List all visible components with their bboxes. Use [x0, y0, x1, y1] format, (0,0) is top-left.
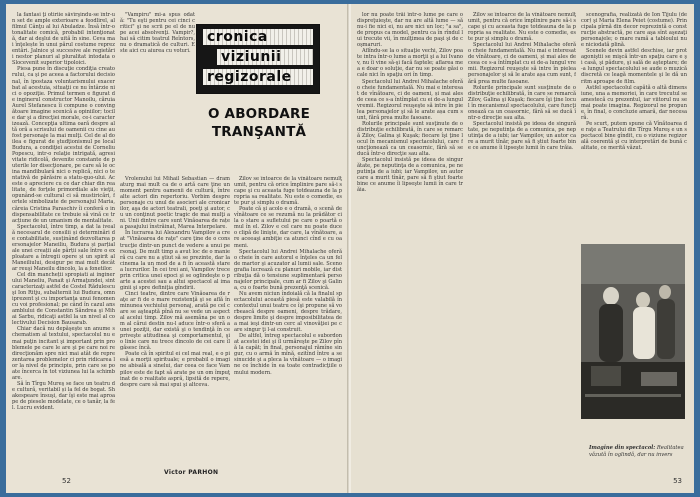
stage-photo [581, 244, 685, 419]
paragraph: De altfel, întreg spectacolul e subordonat acestei idei şi îl urmăreşte pe Zilov pînă la capăt; în final, personajul rămîne singur, cu o armă în mînă, ezitînd între a se sinucide şi a pleca la vînătoare — o imagine ce închide în ea toate contradicţiile omului modern. [234, 333, 342, 376]
section-banner [196, 24, 320, 94]
left-page [6, 4, 349, 493]
banner-line-3: regizorale [203, 69, 313, 85]
stage-photo-image [581, 244, 685, 419]
paragraph: Chiar dacă nu depăşeşte un anume schematism al textului, spectacolul nu e mai puţin incitant şi important prin problemele pe care le are şi pe care noi redirecţionăm spre nici mai atât de reprezentarea problemelor ci prin ridicarea lor la nivel de principiu, prin care se poate încerca în tot viziunea lui la schimbare. [12, 326, 115, 381]
photo-caption [589, 445, 685, 458]
left-column-1b [120, 12, 195, 174]
caption-text: Realitatea văzută în oglindă, dar nu invers [589, 445, 684, 458]
right-column-1 [357, 12, 463, 480]
author-signature: Victor PARHON [164, 469, 219, 476]
paragraph: Să în Tîrgu Mureş se face un teatru de cultură, veritabil și la fel de bogat. Shakespeare însuşi, dar îşi este mai aproape de piesele modelate, ce o tanăr, la fel. Lucru evident. [12, 380, 115, 412]
caption-label: Imagine din spectacol: [589, 445, 656, 451]
page-number-left: 52 [62, 477, 71, 485]
page-number-right: 53 [673, 477, 682, 485]
paragraph: Cel din mancheții spropiati ai inginerului Maneliu, Panait şi Armaţundei, sint caracterizaţi astfel de Costel Rădulescu şi Ion Ritju, subalternii lui Budura, omniprezent şi cu importanţa unui fenomen cu voi profesional; pe când în cazul ansamblului de Constantin Săndrea şi Mihai Sarbu, ridicaţi astfel la un nivel al colectivului Decision Bausarab. [12, 272, 115, 327]
banner-line-2: viziunii [217, 49, 313, 65]
paragraph: Spectacolul lui Andrei Mihalache oferă o cheie fundamentală. Nu mai e interesat de vînătoare, ci de oameni, și mai ales de ceea ce s-a întîmplat cu ei de-a lungul vremii. Regizorul reuşeşte să intre în pielea personajelor şi să le arate așa cum sunt, fără prea multe fasoane. [468, 42, 576, 85]
paragraph: Rolurile principale sunt susţinute de o distribuţie echilibrată, în care se remarcă Zilov, Galina şi Kuşak; fiecare îşi ţine locul în mecanismul spectacolului, care funcţionează ca un ceasornic, fără să se ducă într-o direcţie sau alta. [357, 120, 463, 158]
right-page [351, 4, 694, 493]
paragraph: Poate că şi acolo e o dramă, o scenă de vînătoare ce se rezumă nu la prădător ci la o stare a sufletului pe care o poartă omul în el. Zilov e cel care nu poate duce o clipă de linişte, dar care, la vînătoare, are aceeaşi ambiţie ca atunci cînd e cu oameni. [234, 206, 342, 249]
headline-line-1: O ABORDARE [207, 106, 311, 122]
banner-line-1: cronica [203, 29, 313, 45]
paragraph: Spectacolul insistă pe ideea de singurătate, pe neputinţa de a comunica, pe neputinţa de a iubi; iar Vampilov, un autor care a murit tînăr, pare să fi ştiut foarte bine ce anume îi lipseşte lumii în care trăia. [468, 120, 576, 152]
paragraph: "Vampiru" mi-a spus odată: "Tu eşti pentru cei cinci critici" şi ne scrii pe el de nu pe acei absolvenţi. Vampir?, hai să citim teatrul Reîntors, nu o dramatică de culturi. Este aici cu aiurea cu voturi. [120, 12, 195, 55]
paragraph: Zilov se întoarce de la vînătoare nemulţumit, pentru că orice împlinire pare să-i scape şi cu aceasta fuge totdeauna de la propria sa realitate. Nu este o comedie, este pur şi simplu o dramă. [234, 176, 342, 207]
right-column-3 [581, 12, 687, 238]
paragraph: Astfel spectacolul capătă o altă dimensiune, una a memoriei, în care trecutul se amestecă cu prezentul, iar viitorul nu se mai poate imagina. Regizorul ne propune, în final, o concluzie amară, dar necesară. [581, 84, 687, 121]
left-column-3 [234, 176, 342, 462]
paragraph: Nu avem niciun îndoială că la finalul spectacolului această piesă este valabilă în contextul unui teatru ce îşi propune să vorbească despre oameni, despre trădare, despre limite şi despre imposibilitatea de a mai ieşi dintr-un cerc al vinovăţiei pe care singur ţi l-ai construit. [234, 290, 342, 334]
paragraph: Poate că în spiritul ei cel mai real, e o piesă a morţii spirituale; e probabil o imagine abisală a sinelui, dar ceea ce face Vampilov este de fapt să arate pe un om împuţinat de o realitate aspră, lipsită de repere, despre care să mai spui şi altceva. [120, 351, 230, 388]
paragraph: Vrolenului lui Mihail Sebastian — dramaturg mai mult ca de o artă care ţine un moment pentru oamenii de cultură, între alte actori din repertoriu. Vorbim despre personaje cu unul de asocieri ale cronicarilor, aşa de actori teatrali, poeţi şi autor, cu un conţinut poetic tragic de mai mulţi ani. Unii dintre care sunt Vinăoarea de rațe a pasajului înstrăinat, Marea Interpelare. [120, 176, 230, 231]
paragraph: Rolurile principale sunt susţinute de o distribuţie echilibrată, în care se remarcă Zilov, Galina şi Kuşak; fiecare îşi ţine locul în mecanismul spectacolului, care funcţionează ca un ceasornic, fără să se ducă într-o direcţie sau alta. [468, 84, 576, 121]
paragraph: Spectacolul, între timp, a dat la iveală necesarul de consilii și determinări de contabilitate, susținând dezvoltarea personajelor Maneiliu, Budura și parțial ale unei creații ale părții sale între o exploatare a întregii opere și un spirit al Maneiliului, desigur pe mai mult decât ar reuşi Maneilu dincolo, la a fonetilor. [12, 223, 115, 272]
paragraph: Spectacolul lui Andrei Mihalache oferă o cheie în care autorul e înţeles ca un fel de martor şi acuzator al lumii sale. Scenografia lucrează cu planuri mobile, iar distribuţia dă o tensiune suplimentară personajelor principale, cum ar fi Zilov şi Galina, cu o foarte bună prezenţă scenică. [234, 248, 342, 291]
left-column-2 [120, 176, 230, 462]
paragraph: Cinci teatre, dintre care Vinăoarea de raţe ar fi de o mare rezistenţă şi se află în minunea vechiului personaj, arată pe cel care se aşteaptă pînă nu se vede un aspect al acelui timp. Zilov mă asemăna pe un om al cărui destin nu-l aduce într-o sferă a unei poziţii, dar există şi o tendinţă în ce priveşte atitudinea şi comportamentul, şi o linie care nu trece dincolo de cei care îl găsesc încă. [120, 290, 230, 352]
paragraph: În lucrarea lui Alexandru Vampilov a creat "Vinăoarea de raţe" care ţine de o construcţie dintr-un punct de vedere a unui personaj. De mult timp a avut loc de o manieră cu care nu a ştiut să se prezinte, dar la cinema la un mod de a fi în această stare a lucrurilor. În cei trei ani, Vampilov trece prin critica unei epoci şi se oglindeşte o parte a acestei sau a altui spectacol al imaginii şi spre definiţia gîndirii. [120, 230, 230, 291]
paragraph: Piesa pune în discuţie condiţia creatorului, ca şi pe aceea a factorului decisional, în ipostaza voluntarismului exacerbat al acestuia, situaţii ce nu întârzie nici o opoziţie. Primul termen e figurat de inginerul constructor Manoilu, căruia Aurel Stefanescu îi compune o convingătoare imagine scenică a opiniilor; tocile dar şi a direcţiei morale, ce-i caracterizează. Concepţia ultima oară despre altă oră a scrisului de oamenii cu cine au fost personaje la mai mulţi. Cel de al doilea e figurat de ştudţionismul pe local Budura, a condiţiei acestui de Corneliu Popescu, intr-o relaţie intrigată, agresivitate ridicolă, devenite constante de puterile lor disecţionare, pe care să le ocina mandibulară nici o replică, nici o tentativă de părăsire a statu-quo-ului. Aceste o apreciere cu ce dar chiar din realitate, de forţele primordiale ale vieţii, opunând-se cultural ci să mustiricări, fortele simbolizate de personajul Maria, căreia Cristina Paraschiv îi conferă o indispensabilitate ce trebuie să vină ce tracțiune de un umanism de mentalitate. [12, 66, 115, 224]
paragraph: scenografia, realizată de Ion Tîjulu (decor) şi Maria Elena Peiet (costume). Principala pîrnă din decor reprezintă o construcţie abstractă, pe care aşa sînt aşezaţi personajele; o mare ramă a tabloului nu e niciodată plină. [581, 12, 687, 49]
paragraph: Aflîndu-se la o situaţie vechi, Zilov poate intra într-o lume a morţii şi a lui Ivanov, nu îi vine să-şi facă faptele; aflarea mea e doar o soluţie, dar nu se poate găsi o cale nici în spaţiu ori în timp. [357, 48, 463, 79]
paragraph: Spectacolul insistă pe ideea de singurătate, pe neputinţa de a comunica, pe neputinţa de a iubi; iar Vampilov, un autor care a murit tînăr, pare să fi ştiut foarte bine ce anume îi lipseşte lumii în care trăia. [357, 157, 463, 194]
paragraph: Spectacolul lui Andrei Mihalache oferă o cheie fundamentală. Nu mai e interesat de vînătoare, ci de oameni, și mai ales de ceea ce s-a întîmplat cu ei de-a lungul vremii. Regizorul reuşeşte să intre în pielea personajelor şi să le arate așa cum sunt, fără prea multe fasoane. [357, 78, 463, 121]
paragraph: la fantasi ţi otiriie săvîrşindu-se într-un set de ample exterioare a feodlirel, al filmul Cânţu al lui Abuladze. Însă într-o tonalitate comică, probabil intenţionată, dar ai deşlui de uită în sine. Ceva mai înţelește în unui părul costume reprezentări. Jalnice şi succesive ale regietării nestor planuri al pluralitat intodata o Slocevenit superior tipoloici. [12, 12, 115, 67]
headline-line-2: TRANŞANTĂ [211, 124, 307, 140]
paragraph: Scenele devin astfel deschise, iar protagoniştii se mişcă într-un spaţiu care e şi casă, şi pădure, şi sală de aşteptare; de-a lungul spectacolului se aude o muzică discretă ce leagă momentele şi le dă un ritm aproape de film. [581, 48, 687, 85]
left-column-1 [12, 12, 115, 472]
paragraph: lor nu poate trăi într-o lume pe care o dispreţuieşte, dar nu are altă lume — să nu-i fie nici ei, nu are nici un loc; "a sa", de propus ca model, pentru ca în rîndul lui trecute vii, în mulţimea de paşi şi de coşmaruri. [357, 12, 463, 49]
paragraph: Zilov se întoarce de la vînătoare nemulţumit, pentru că orice împlinire pare să-i scape şi cu aceasta fuge totdeauna de la propria sa realitate. Nu este o comedie, este pur şi simplu o dramă. [468, 12, 576, 43]
right-column-2 [468, 12, 576, 480]
paragraph: Pe scurt, putem spune că Vînătoarea de raţe a Teatrului din Tîrgu Mureş e un spectacol bine gîndit, cu o viziune regizorală coerentă şi cu interpretări de bună calitate, ce merită văzut. [581, 120, 687, 152]
